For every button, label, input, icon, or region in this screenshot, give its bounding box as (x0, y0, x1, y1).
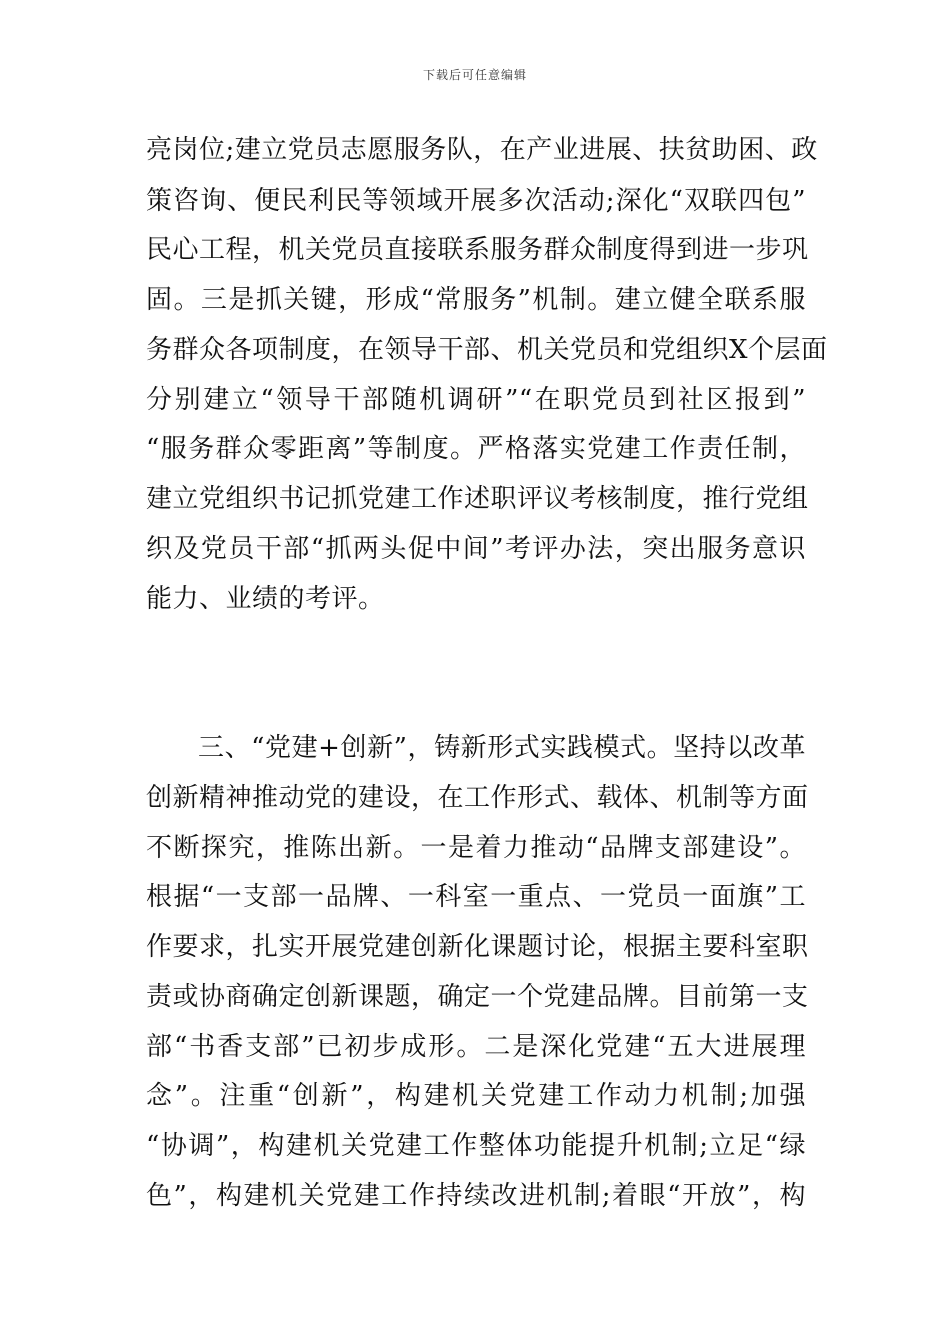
text-line: 责或协商确定创新课题，确定一个党建品牌。目前第一支 (146, 982, 809, 1012)
text-line: 亮岗位;建立党员志愿服务队，在产业进展、扶贫助困、政 (146, 135, 818, 165)
text-line: 作要求，扎实开展党建创新化课题讨论，根据主要科室职 (146, 932, 809, 962)
text-line: 民心工程，机关党员直接联系服务群众制度得到进一步巩 (146, 235, 809, 265)
text-line: 根据“一支部一品牌、一科室一重点、一党员一面旗”工 (146, 882, 806, 912)
text-line: 织及党员干部“抓两头促中间”考评办法，突出服务意识 (146, 534, 806, 564)
text-line: 固。三是抓关键，形成“常服务”机制。建立健全联系服 (146, 285, 806, 315)
header-note: 下载后可任意编辑 (422, 68, 527, 82)
text-line: 建立党组织书记抓党建工作述职评议考核制度，推行党组 (146, 484, 809, 514)
text-line: 能力、业绩的考评。 (146, 584, 385, 614)
text-line: 创新精神推动党的建设，在工作形式、载体、机制等方面 (146, 783, 809, 813)
text-line: 色”，构建机关党建工作持续改进机制;着眼“开放”，构 (146, 1181, 806, 1211)
text-line: 务群众各项制度，在领导干部、机关党员和党组织X个层面 (146, 335, 828, 365)
text-line: 策咨询、便民利民等领域开展多次活动;深化“双联四包” (146, 186, 806, 216)
text-line: 念”。注重“创新”，构建机关党建工作动力机制;加强 (146, 1081, 806, 1111)
text-line: 分别建立“领导干部随机调研”“在职党员到社区报到” (146, 385, 806, 415)
text-line: 部“书香支部”已初步成形。二是深化党建“五大进展理 (146, 1032, 806, 1062)
text-line: “服务群众零距离”等制度。严格落实党建工作责任制， (146, 434, 806, 464)
paragraph-first-line: 三、“党建+创新”，铸新形式实践模式。坚持以改革 (198, 733, 806, 763)
text-line: 不断探究，推陈出新。一是着力推动“品牌支部建设”。 (146, 833, 806, 863)
text-line: “协调”，构建机关党建工作整体功能提升机制;立足“绿 (146, 1131, 806, 1161)
